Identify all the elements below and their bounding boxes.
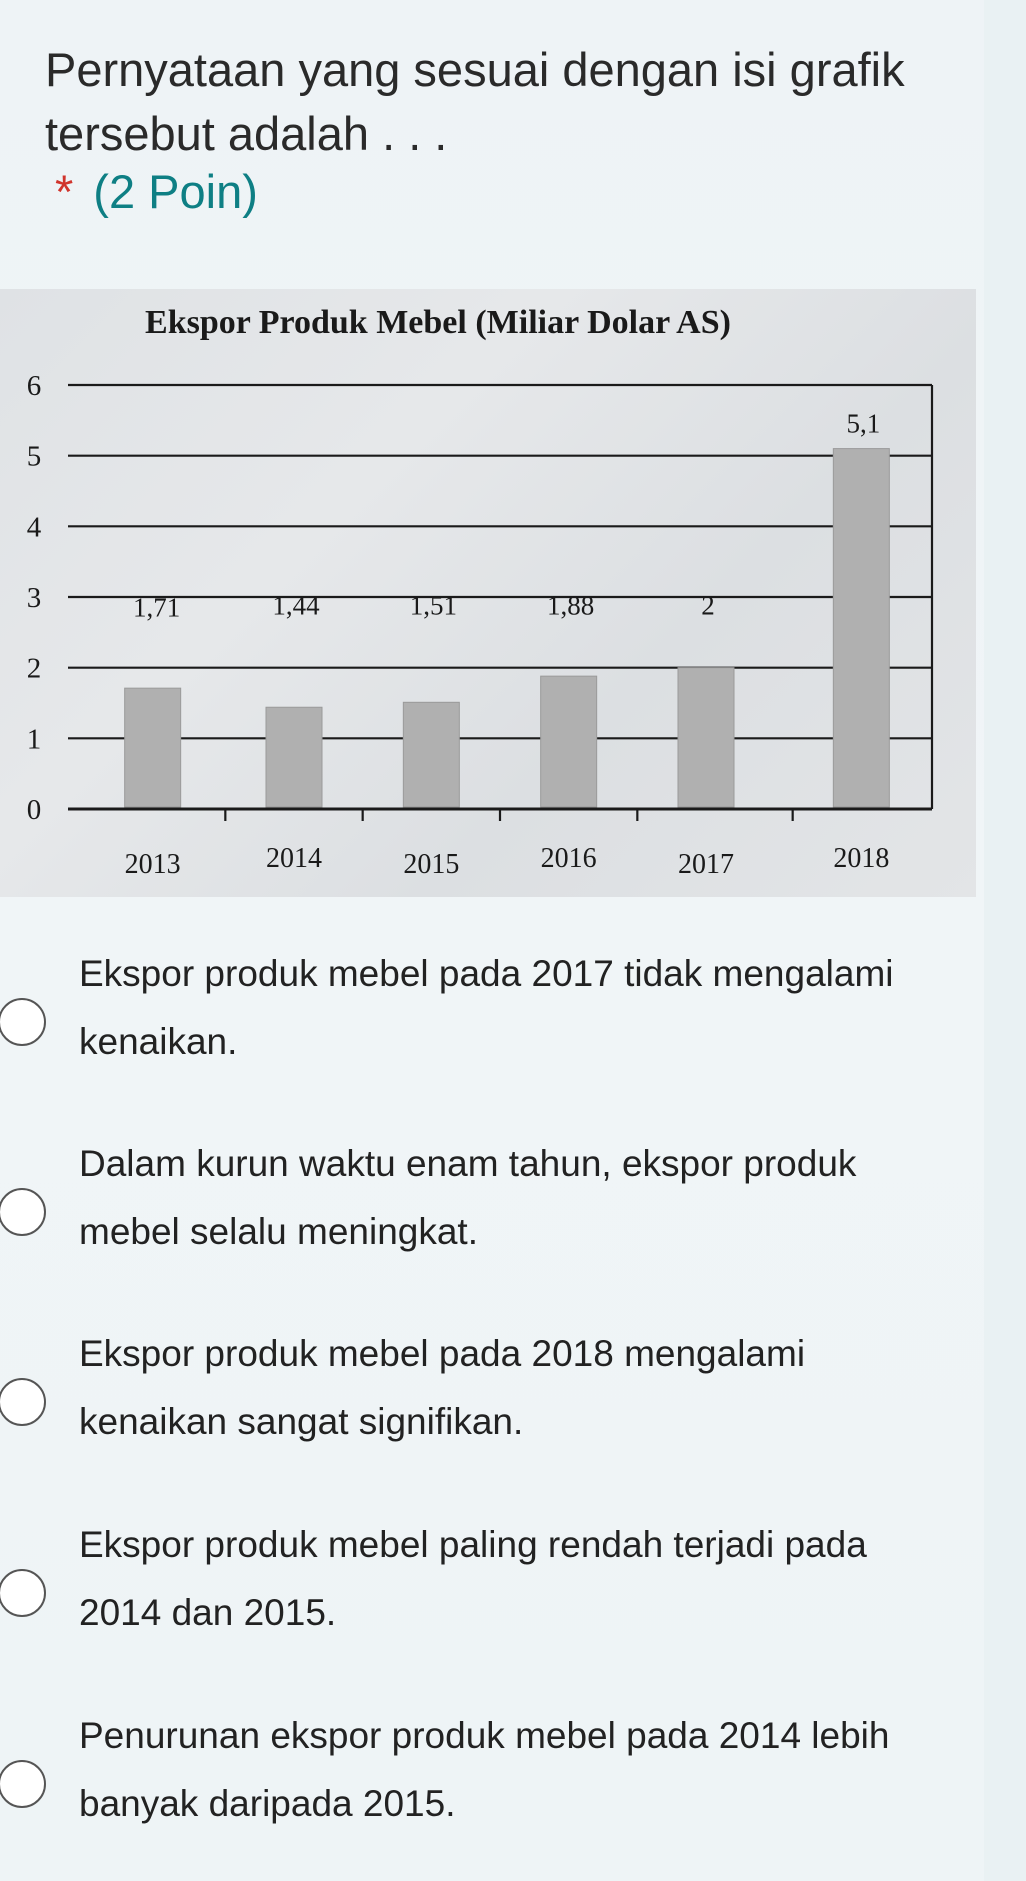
question-text: Pernyataan yang sesuai dengan isi grafik tersebut adalah . . . (45, 43, 905, 160)
points-value: (2 Poin) (93, 165, 258, 218)
y-tick-label: 2 (26, 652, 42, 685)
bar (833, 449, 889, 807)
required-mark: * (55, 165, 74, 218)
x-tick-label: 2013 (124, 849, 181, 880)
radio-option-5[interactable] (0, 1760, 46, 1808)
x-tick-label: 2018 (833, 843, 890, 874)
bar (403, 702, 459, 807)
y-tick-label: 3 (26, 582, 42, 614)
option-2[interactable] (0, 1130, 984, 1280)
data-label: 1,51 (409, 590, 457, 621)
data-label: 1,44 (272, 590, 320, 621)
option-1[interactable] (0, 940, 984, 1090)
points-label (55, 162, 258, 222)
data-label: 5,1 (846, 408, 881, 439)
bar (266, 707, 322, 807)
option-4-label: Ekspor produk mebel paling rendah terjadi pada 2014 dan 2015. (79, 1524, 867, 1633)
y-tick-label: 5 (26, 440, 42, 473)
y-tick-label: 1 (26, 723, 42, 756)
bar (678, 668, 734, 807)
page-margin (984, 0, 1026, 1881)
bar (541, 676, 597, 807)
option-5-label: Penurunan ekspor produk mebel pada 2014 lebih banyak daripada 2015. (79, 1715, 890, 1824)
x-tick-label: 2015 (403, 849, 460, 880)
option-3[interactable] (0, 1320, 984, 1470)
radio-option-1[interactable] (0, 998, 46, 1046)
radio-option-2[interactable] (0, 1188, 46, 1236)
bar (125, 688, 181, 807)
x-tick-label: 2014 (266, 843, 322, 874)
radio-option-4[interactable] (0, 1569, 46, 1617)
data-label: 2 (701, 590, 715, 621)
chart-image (0, 289, 976, 897)
x-tick-label: 2017 (678, 849, 734, 880)
data-label: 1,71 (133, 592, 181, 623)
chart-title: Ekspor Produk Mebel (Miliar Dolar AS) (145, 304, 731, 341)
option-5[interactable] (0, 1702, 984, 1852)
option-4[interactable] (0, 1511, 984, 1661)
option-3-label: Ekspor produk mebel pada 2018 mengalami kenaikan sangat signifikan. (79, 1333, 806, 1442)
option-1-label: Ekspor produk mebel pada 2017 tidak mengalami kenaikan. (79, 953, 894, 1062)
x-tick-label: 2016 (540, 843, 597, 874)
bar-chart (0, 289, 976, 897)
y-tick-label: 6 (26, 370, 42, 402)
data-label: 1,88 (547, 590, 595, 621)
y-tick-label: 4 (26, 511, 42, 544)
option-2-label: Dalam kurun waktu enam tahun, ekspor produk mebel selalu meningkat. (79, 1143, 857, 1252)
y-tick-label: 0 (26, 794, 42, 826)
radio-option-3[interactable] (0, 1378, 46, 1426)
